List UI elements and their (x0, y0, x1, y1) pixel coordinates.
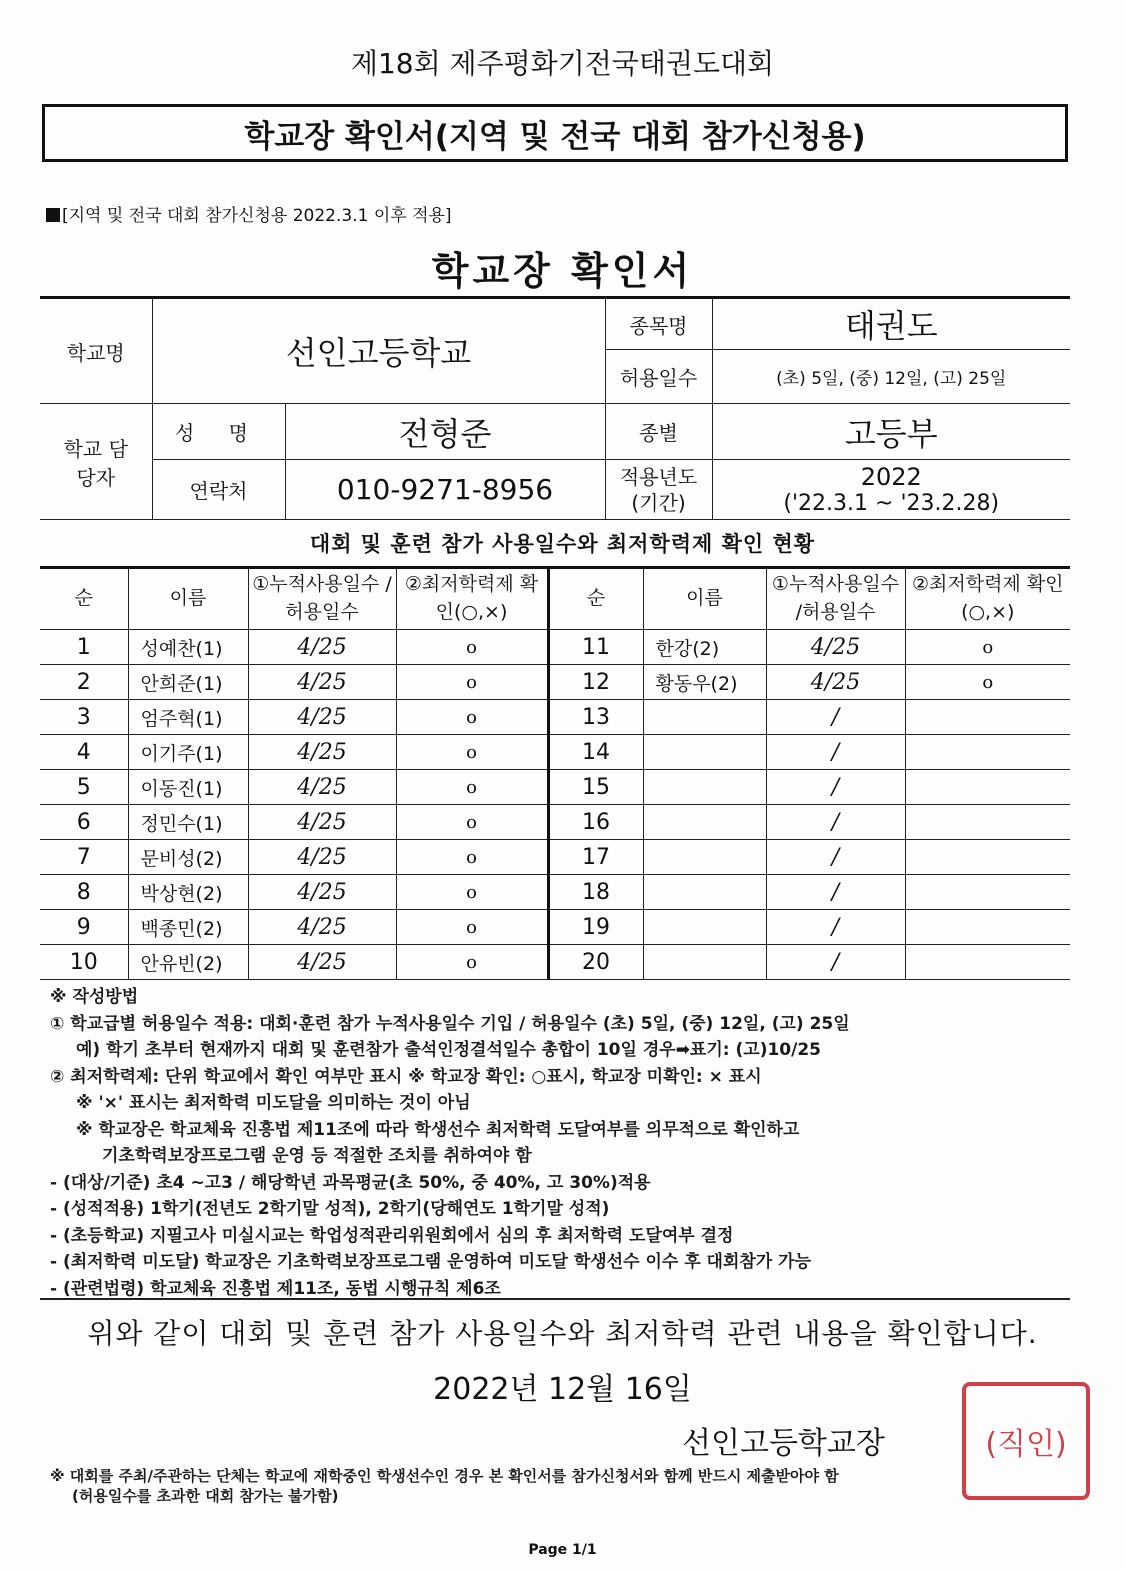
student-name: 안희준(1) (128, 665, 248, 700)
applicability-notice (46, 201, 452, 226)
academic-check (905, 735, 1070, 770)
days-used: 4/25 (248, 700, 396, 735)
row-number: 20 (548, 945, 643, 980)
instruction-line: - (초등학교) 지필고사 미실시교는 학업성적관리위원회에서 심의 후 최저학력 도달여부 결정 (50, 1225, 734, 1246)
header-no: 순 (40, 568, 128, 630)
academic-check: o (396, 770, 548, 805)
table-row (40, 735, 1070, 770)
instruction-line: - (대상/기준) 초4 ~고3 / 해당학년 과목평균(초 50%, 중 40%, 고 30%)적용 (50, 1172, 651, 1193)
student-name (643, 770, 766, 805)
instruction-line: - (관련법령) 학교체육 진흥법 제11조, 동법 시행규칙 제6조 (50, 1278, 501, 1299)
instruction-line: 예) 학기 초부터 현재까지 대회 및 훈련참가 출석인정결석일수 총합이 10일 경우➡표기: (고)10/25 (76, 1040, 821, 1060)
student-name (643, 945, 766, 980)
instruction-line: ① 학교급별 허용일수 적용: 대회·훈련 참가 누적사용일수 기입 / 허용일수 (초) 5일, (중) 12일, (고) 25일 (50, 1013, 850, 1034)
instruction-line: ② 최저학력제: 단위 학교에서 확인 여부만 표시 ※ 학교장 확인: ○표시, 학교장 미확인: × 표시 (50, 1066, 762, 1087)
row-number: 5 (40, 770, 128, 805)
year-value: 2022 (860, 463, 922, 491)
student-name: 안유빈(2) (128, 945, 248, 980)
academic-check (905, 910, 1070, 945)
sport-label: 종목명 (605, 298, 712, 350)
divider (40, 1298, 1070, 1300)
academic-check: o (396, 945, 548, 980)
sport-value: 태권도 (712, 298, 1070, 350)
student-name: 백종민(2) (128, 910, 248, 945)
event-title: 제18회 제주평화기전국태권도대회 (350, 47, 775, 80)
contact-value: 010-9271-8956 (285, 460, 605, 520)
row-number: 19 (548, 910, 643, 945)
days-used: / (766, 910, 905, 945)
header-academic: ②최저학력제 확인(○,×) (905, 568, 1070, 630)
table-row (40, 665, 1070, 700)
row-number: 7 (40, 840, 128, 875)
days-used: 4/25 (248, 770, 396, 805)
footnote-line: ※ 대회를 주최/주관하는 단체는 학교에 재학중인 학생선수인 경우 본 확인서를 참가신청서와 함께 반드시 제출받아야 함 (50, 1467, 839, 1485)
header-no: 순 (548, 568, 643, 630)
division-label: 종별 (605, 404, 712, 460)
school-info-table (40, 296, 1070, 520)
seal-label: (직인) (985, 1427, 1067, 1462)
student-name (643, 910, 766, 945)
row-number: 18 (548, 875, 643, 910)
row-number: 9 (40, 910, 128, 945)
academic-check (905, 805, 1070, 840)
header-days: ①누적사용일수 /허용일수 (248, 568, 396, 630)
table-row (40, 805, 1070, 840)
instruction-line: 기초학력보장프로그램 운영 등 적절한 조치를 취하여야 함 (102, 1146, 532, 1166)
page-number: Page 1/1 (528, 1542, 597, 1558)
table-row (40, 945, 1070, 980)
row-number: 14 (548, 735, 643, 770)
academic-check: o (396, 665, 548, 700)
table-row (40, 700, 1070, 735)
row-number: 1 (40, 630, 128, 665)
days-used: 4/25 (766, 665, 905, 700)
days-used: / (766, 700, 905, 735)
student-name (643, 735, 766, 770)
academic-check: o (905, 665, 1070, 700)
academic-check (905, 875, 1070, 910)
row-number: 2 (40, 665, 128, 700)
row-number: 16 (548, 805, 643, 840)
student-name: 이기주(1) (128, 735, 248, 770)
row-number: 13 (548, 700, 643, 735)
manager-name-label: 성 명 (152, 404, 285, 460)
school-name-label: 학교명 (40, 298, 152, 404)
footnote (50, 1466, 839, 1506)
square-bullet-icon (46, 208, 60, 222)
roster-table (40, 566, 1070, 980)
row-number: 4 (40, 735, 128, 770)
contact-label: 연락처 (152, 460, 285, 520)
student-name (643, 700, 766, 735)
days-used: 4/25 (248, 945, 396, 980)
school-name-value: 선인고등학교 (152, 298, 605, 404)
official-seal (962, 1382, 1090, 1500)
student-name: 엄주혁(1) (128, 700, 248, 735)
student-name: 이동진(1) (128, 770, 248, 805)
row-number: 8 (40, 875, 128, 910)
table-row (40, 840, 1070, 875)
row-number: 11 (548, 630, 643, 665)
academic-check (905, 700, 1070, 735)
student-name: 정민수(1) (128, 805, 248, 840)
academic-check: o (396, 735, 548, 770)
header-name: 이름 (643, 568, 766, 630)
days-used: / (766, 770, 905, 805)
row-number: 10 (40, 945, 128, 980)
document-title-box (42, 104, 1068, 162)
academic-check (905, 770, 1070, 805)
academic-check: o (905, 630, 1070, 665)
academic-check: o (396, 910, 548, 945)
academic-check: o (396, 700, 548, 735)
days-used: 4/25 (248, 735, 396, 770)
form-title: 학교장 확인서 (431, 249, 694, 293)
notice-text: [지역 및 전국 대회 참가신청용 2022.3.1 이후 적용] (62, 206, 452, 226)
student-name (643, 875, 766, 910)
days-used: 4/25 (248, 910, 396, 945)
days-used: 4/25 (248, 665, 396, 700)
days-used: 4/25 (766, 630, 905, 665)
roster-title: 대회 및 훈련 참가 사용일수와 최저학력제 확인 현황 (309, 532, 816, 556)
student-name: 한강(2) (643, 630, 766, 665)
student-name: 성예찬(1) (128, 630, 248, 665)
instruction-line: - (성적적용) 1학기(전년도 2학기말 성적), 2학기(당해연도 1학기말 성적) (50, 1199, 610, 1219)
student-name: 문비성(2) (128, 840, 248, 875)
days-used: / (766, 945, 905, 980)
document-title: 학교장 확인서(지역 및 전국 대회 참가신청용) (244, 118, 866, 155)
row-number: 15 (548, 770, 643, 805)
instruction-line: - (최저학력 미도달) 학교장은 기초학력보장프로그램 운영하여 미도달 학생선수 이수 후 대회참가 가능 (50, 1252, 811, 1272)
year-cell (712, 460, 1070, 520)
table-row (40, 630, 1070, 665)
allowed-days-label: 허용일수 (605, 350, 712, 404)
instruction-line: ※ '×' 표시는 최저학력 미도달을 의미하는 것이 아님 (76, 1093, 471, 1113)
year-label: 적용년도 (기간) (605, 460, 712, 520)
academic-check: o (396, 875, 548, 910)
allowed-days-value: (초) 5일, (중) 12일, (고) 25일 (712, 350, 1070, 404)
row-number: 12 (548, 665, 643, 700)
academic-check: o (396, 805, 548, 840)
row-number: 3 (40, 700, 128, 735)
period-value: ('22.3.1 ~ '23.2.28) (783, 491, 1000, 516)
table-row (40, 875, 1070, 910)
days-used: / (766, 875, 905, 910)
instruction-line: ※ 학교장은 학교체육 진흥법 제11조에 따라 학생선수 최저학력 도달여부를 의무적으로 확인하고 (76, 1119, 800, 1140)
header-days: ①누적사용일수 /허용일수 (766, 568, 905, 630)
table-row (40, 910, 1070, 945)
days-used: / (766, 735, 905, 770)
division-value: 고등부 (712, 404, 1070, 460)
days-used: 4/25 (248, 875, 396, 910)
issue-date: 2022년 12월 16일 (433, 1372, 692, 1407)
student-name (643, 805, 766, 840)
days-used: / (766, 840, 905, 875)
student-name: 황동우(2) (643, 665, 766, 700)
days-used: 4/25 (248, 840, 396, 875)
academic-check: o (396, 630, 548, 665)
footnote-line: (허용일수를 초과한 대회 참가는 불가함) (72, 1487, 339, 1505)
confirmation-statement: 위와 같이 대회 및 훈련 참가 사용일수와 최저학력 관련 내용을 확인합니다. (87, 1317, 1038, 1350)
header-academic: ②최저학력제 확인(○,×) (396, 568, 548, 630)
manager-name-value: 전형준 (285, 404, 605, 460)
instructions (50, 984, 1070, 1302)
student-name: 박상현(2) (128, 875, 248, 910)
days-used: 4/25 (248, 630, 396, 665)
academic-check: o (396, 840, 548, 875)
table-row (40, 770, 1070, 805)
row-number: 6 (40, 805, 128, 840)
school-manager-label: 학교 담당자 (40, 404, 152, 520)
academic-check (905, 840, 1070, 875)
days-used: / (766, 805, 905, 840)
principal-name: 선인고등학교장 (682, 1426, 885, 1461)
student-name (643, 840, 766, 875)
instructions-title: ※ 작성방법 (50, 987, 139, 1007)
days-used: 4/25 (248, 805, 396, 840)
academic-check (905, 945, 1070, 980)
header-name: 이름 (128, 568, 248, 630)
row-number: 17 (548, 840, 643, 875)
